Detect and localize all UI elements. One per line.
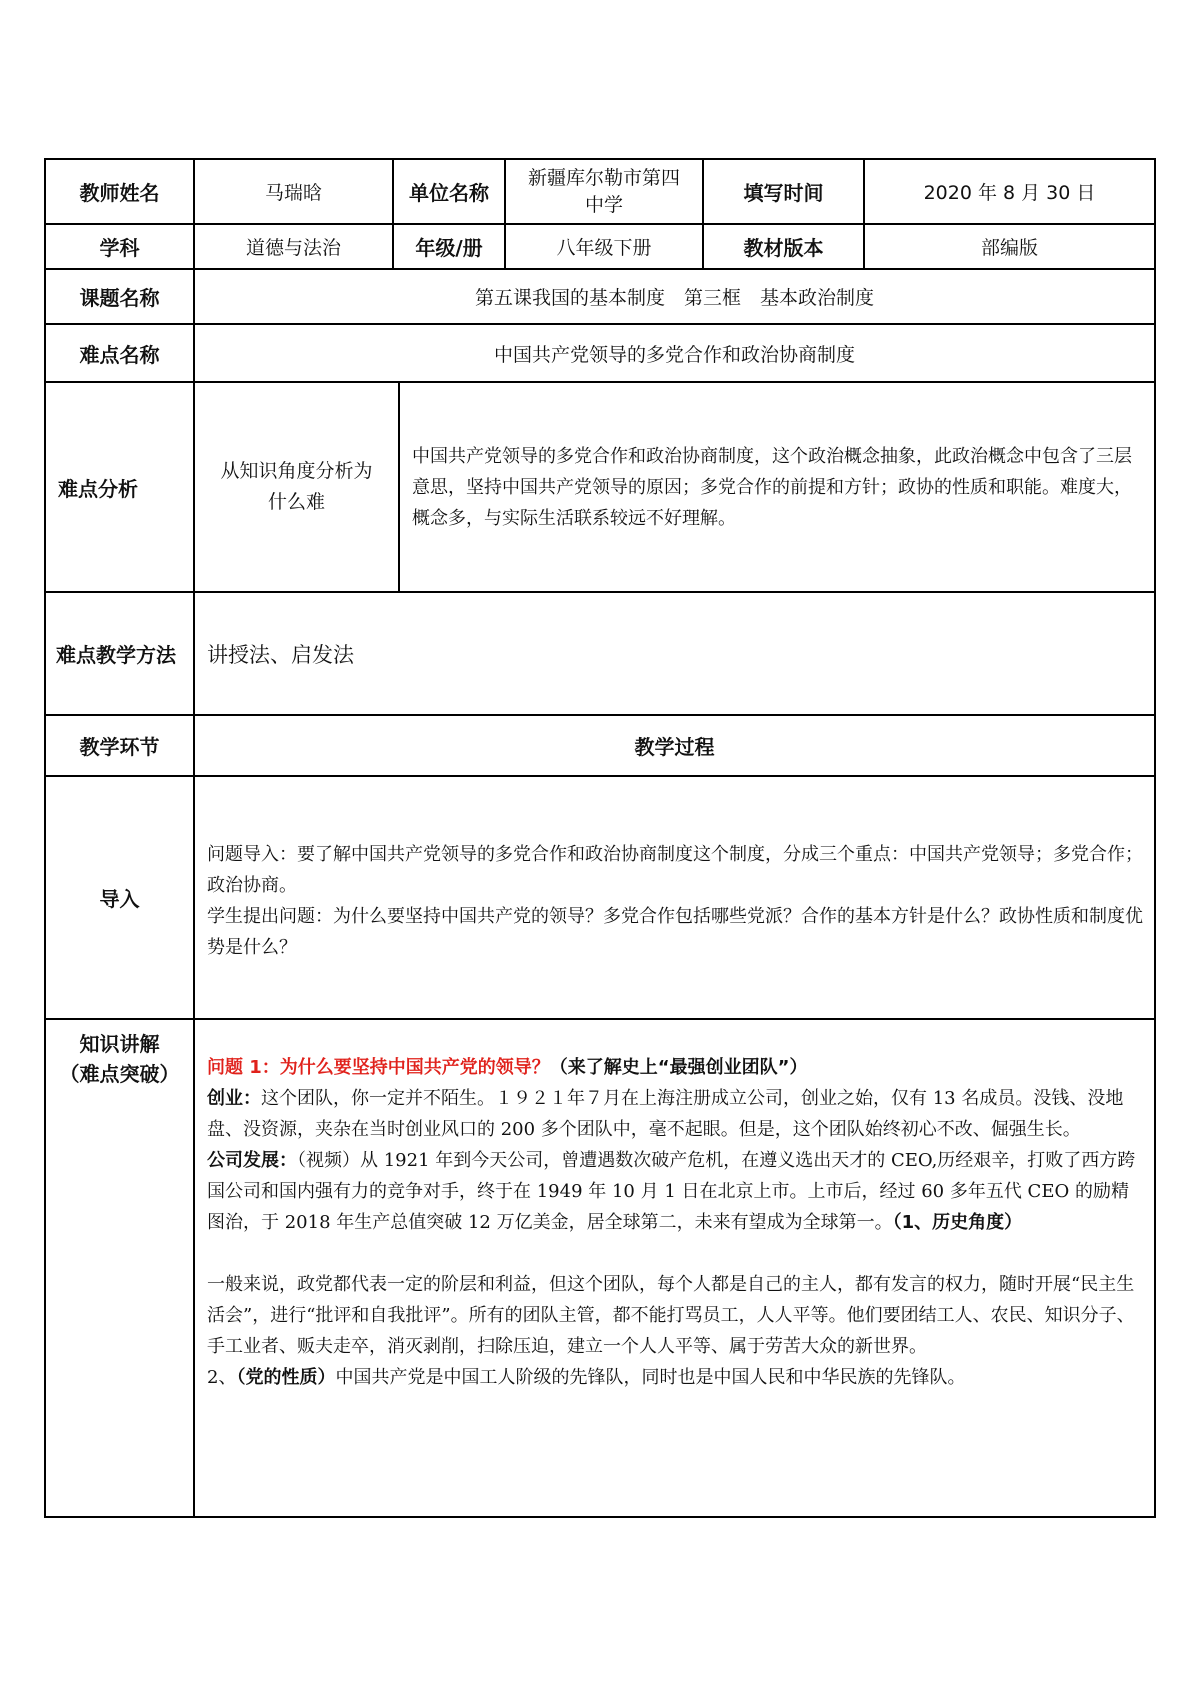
knowledge-label [44, 1018, 195, 1518]
fill-time-value-text: 2020 年 8 月 30 日 [923, 182, 1096, 204]
development-tag: （1、历史角度） [892, 1212, 1023, 1233]
process-value [193, 714, 1156, 777]
topic-label-text: 课题名称 [79, 286, 160, 310]
party-nature-text: 中国共产党是中国工人阶级的先锋队，同时也是中国人民和中华民族的先锋队。 [335, 1367, 966, 1388]
method-label-text: 难点教学方法 [56, 643, 176, 667]
edition-value [863, 223, 1156, 270]
edition-label [702, 223, 865, 270]
teacher-name-value [193, 158, 394, 225]
analysis-text: 中国共产党领导的多党合作和政治协商制度，这个政治概念抽象，此政治概念中包含了三层意思，坚持中国共产党领导的原因；多党合作的前提和方针；政协的性质和职能。难度大，概念多，与实际生活联系较远不好理解。 [412, 446, 1132, 529]
analysis-sublabel-text: 从知识角度分析为什么难 [220, 460, 373, 513]
knowledge-label-line2: （难点突破） [59, 1062, 180, 1086]
topic-value [193, 268, 1156, 325]
intro-paragraph-2: 学生提出问题：为什么要坚持中国共产党的领导？多党合作包括哪些党派？合作的基本方针是什么？政协性质和制度优势是什么？ [207, 906, 1143, 958]
development-paragraph [207, 1145, 1144, 1238]
edition-label-text: 教材版本 [743, 236, 824, 260]
subject-label [44, 223, 195, 270]
analysis-label-text: 难点分析 [58, 476, 138, 501]
development-label: 公司发展： [207, 1150, 297, 1171]
question-1 [207, 1052, 1144, 1083]
unit-name-value [504, 158, 704, 225]
topic-value-text: 第五课我国的基本制度 第三框 基本政治制度 [474, 287, 874, 309]
analysis-text-cell [398, 381, 1156, 593]
teacher-name-label [44, 158, 195, 225]
general-paragraph: 一般来说，政党都代表一定的阶层和利益，但这个团队，每个人都是自己的主人，都有发言的权力，随时开展“民主生活会”，进行“批评和自我批评”。所有的团队主管，都不能打骂员工，人人平等。他们要团结工人、农民、知识分子、手工业者、贩夫走卒，消灭剥削，扫除压迫，建立一个人人平等、属于劳苦大众的新世界。 [207, 1274, 1135, 1357]
fill-time-label [702, 158, 865, 225]
party-nature-paragraph [207, 1362, 1144, 1393]
difficulty-value [193, 323, 1156, 383]
grade-label [392, 223, 506, 270]
knowledge-label-line1: 知识讲解 [79, 1032, 160, 1056]
difficulty-label [44, 323, 195, 383]
party-nature-number: 2、 [207, 1367, 237, 1388]
startup-paragraph [207, 1083, 1144, 1145]
teacher-name-label-text: 教师姓名 [79, 181, 160, 205]
unit-name-value-text: 新疆库尔勒市第四中学 [527, 166, 680, 216]
question-1-subtitle: （来了解史上“最强创业团队”） [549, 1057, 808, 1078]
subject-value [193, 223, 394, 270]
startup-text: 这个团队，你一定并不陌生。１９２１年７月在上海注册成立公司，创业之始，仅有 13 名成员。没钱、没地盘、没资源，夹杂在当时创业风口的 200 多个团队中，毫不起眼。但是，这个团队始终初心不改、倔强生长。 [207, 1088, 1124, 1140]
unit-name-label [392, 158, 506, 225]
difficulty-value-text: 中国共产党领导的多党合作和政治协商制度 [493, 343, 855, 366]
grade-value-text: 八年级下册 [556, 237, 652, 259]
edition-value-text: 部编版 [980, 237, 1038, 259]
method-value [193, 591, 1156, 716]
method-label [44, 591, 195, 716]
process-label [44, 714, 195, 777]
subject-label-text: 学科 [99, 236, 140, 260]
process-value-text: 教学过程 [634, 735, 715, 759]
party-nature-tag: （党的性质） [236, 1367, 336, 1388]
question-1-title: 问题 1：为什么要坚持中国共产党的领导？ [207, 1057, 550, 1078]
grade-label-text: 年级/册 [415, 236, 483, 260]
intro-paragraph-1: 问题导入：要了解中国共产党领导的多党合作和政治协商制度这个制度，分成三个重点：中国共产党领导；多党合作；政治协商。 [207, 844, 1143, 896]
unit-name-label-text: 单位名称 [409, 181, 489, 205]
intro-label [44, 775, 195, 1020]
difficulty-label-text: 难点名称 [79, 342, 160, 367]
analysis-sublabel [193, 381, 400, 593]
subject-value-text: 道德与法治 [245, 237, 341, 259]
topic-label [44, 268, 195, 325]
intro-label-text: 导入 [99, 887, 140, 911]
process-label-text: 教学环节 [79, 735, 160, 759]
teacher-name-value-text: 马瑞晗 [264, 182, 322, 204]
intro-content [193, 775, 1156, 1020]
knowledge-content [193, 1018, 1156, 1518]
method-value-text: 讲授法、启发法 [207, 642, 354, 667]
fill-time-value [863, 158, 1156, 225]
development-text: （视频）从 1921 年到今天公司，曾遭遇数次破产危机，在遵义选出天才的 CEO,历经艰辛，打败了西方跨国公司和国内强有力的竞争对手，终于在 1949 年 10 月 1 日在北京上市。上市后，经过 60 多年五代 CEO 的励精图治，于 2018 年生产总值突破 12 万亿美金，居全球第二，未来有望成为全球第一。 [207, 1150, 1136, 1233]
startup-label: 创业： [207, 1088, 261, 1109]
grade-value [504, 223, 704, 270]
fill-time-label-text: 填写时间 [743, 181, 824, 205]
analysis-label [44, 381, 195, 593]
